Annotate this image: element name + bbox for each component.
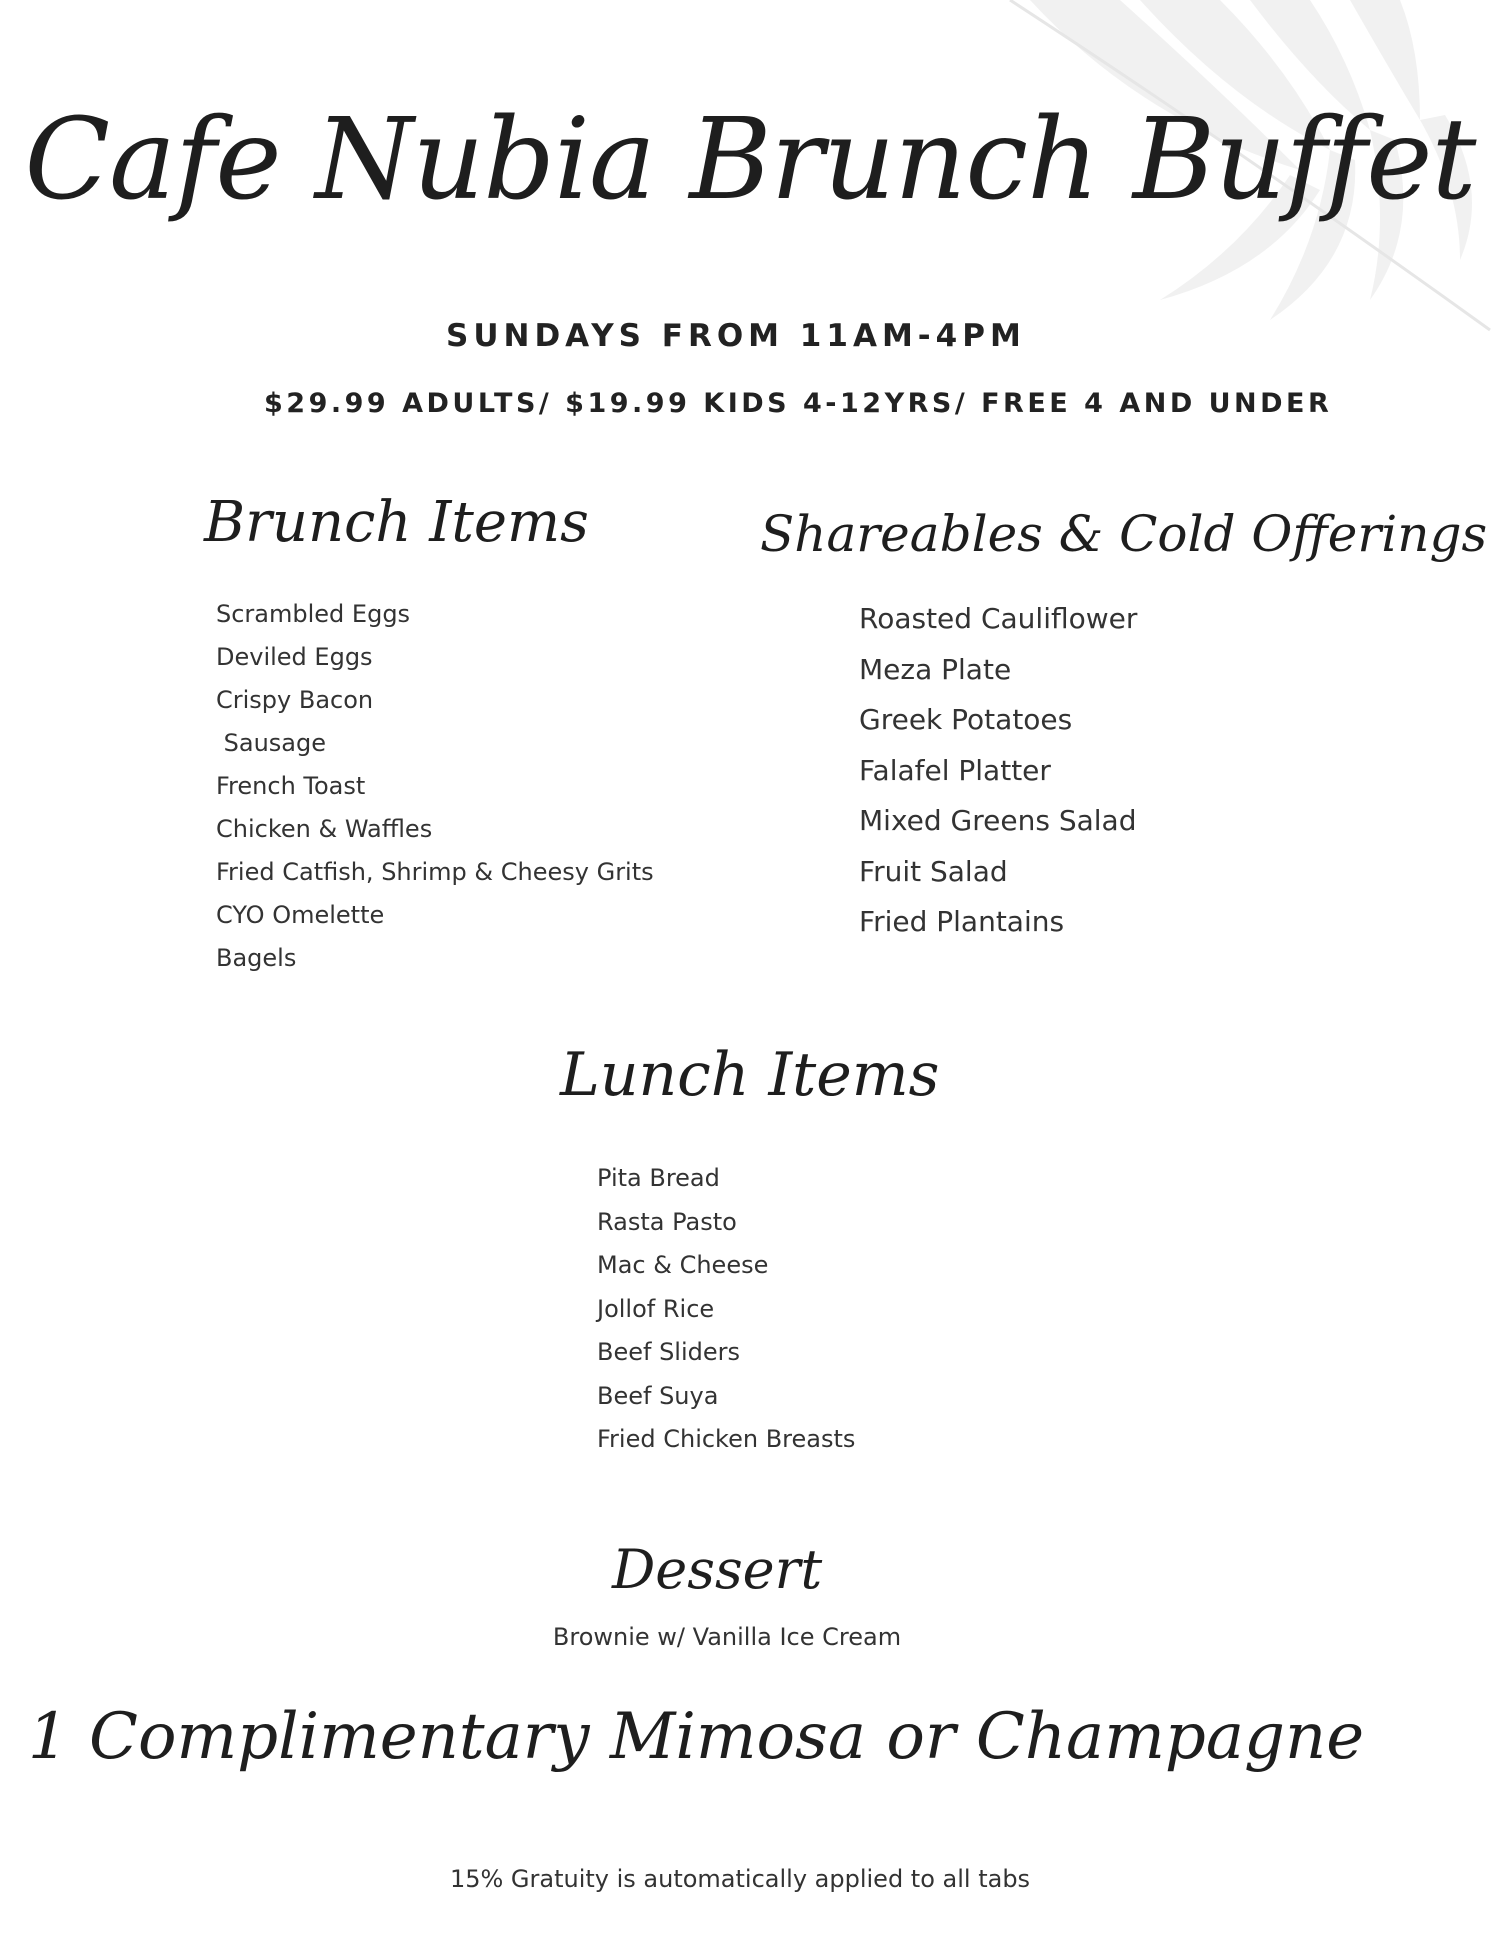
list-item: Mac & Cheese (597, 1251, 769, 1279)
dessert-heading: Dessert (612, 1538, 823, 1601)
list-item: Scrambled Eggs (216, 600, 411, 628)
list-item: Beef Suya (597, 1381, 719, 1410)
list-item: Fruit Salad (859, 854, 1008, 888)
brunch-items-heading: Brunch Items (204, 490, 589, 555)
list-item: Sausage (216, 729, 326, 757)
shareables-heading: Shareables & Cold Offerings (760, 505, 1488, 563)
list-item: Deviled Eggs (216, 643, 373, 671)
lunch-items-heading: Lunch Items (560, 1040, 940, 1110)
list-item: Beef Sliders (597, 1338, 741, 1366)
list-item: French Toast (216, 772, 366, 800)
list-item: Jollof Rice (597, 1294, 715, 1323)
brunch-items-list (216, 598, 654, 985)
gratuity-note: 15% Gratuity is automatically applied to all tabs (449, 1865, 1031, 1893)
list-item: Crispy Bacon (216, 686, 374, 714)
list-item: Fried Plantains (859, 905, 1065, 938)
dessert-item: Brownie w/ Vanilla Ice Cream (552, 1623, 902, 1651)
menu-title: Cafe Nubia Brunch Buffet (24, 95, 1476, 225)
list-item: Fried Chicken Breasts (597, 1425, 856, 1453)
list-item: Pita Bread (597, 1164, 720, 1192)
shareables-list (859, 600, 1137, 954)
list-item: Mixed Greens Salad (859, 804, 1137, 837)
list-item: Bagels (216, 944, 297, 972)
lunch-items-list (597, 1162, 855, 1467)
list-item: Rasta Pasto (597, 1207, 737, 1236)
list-item: CYO Omelette (216, 901, 385, 929)
pricing-line: $29.99 ADULTS/ $19.99 KIDS 4-12YRS/ FREE 4 AND UNDER (264, 388, 1333, 419)
list-item: Fried Catfish, Shrimp & Cheesy Grits (216, 858, 654, 886)
list-item: Chicken & Waffles (216, 815, 433, 843)
list-item: Roasted Cauliflower (859, 602, 1138, 635)
list-item: Greek Potatoes (859, 703, 1073, 736)
complimentary-drink-note: 1 Complimentary Mimosa or Champagne (27, 1700, 1365, 1774)
list-item: Falafel Platter (859, 753, 1051, 787)
service-hours: SUNDAYS FROM 11AM-4PM (446, 318, 1026, 354)
list-item: Meza Plate (859, 652, 1012, 686)
